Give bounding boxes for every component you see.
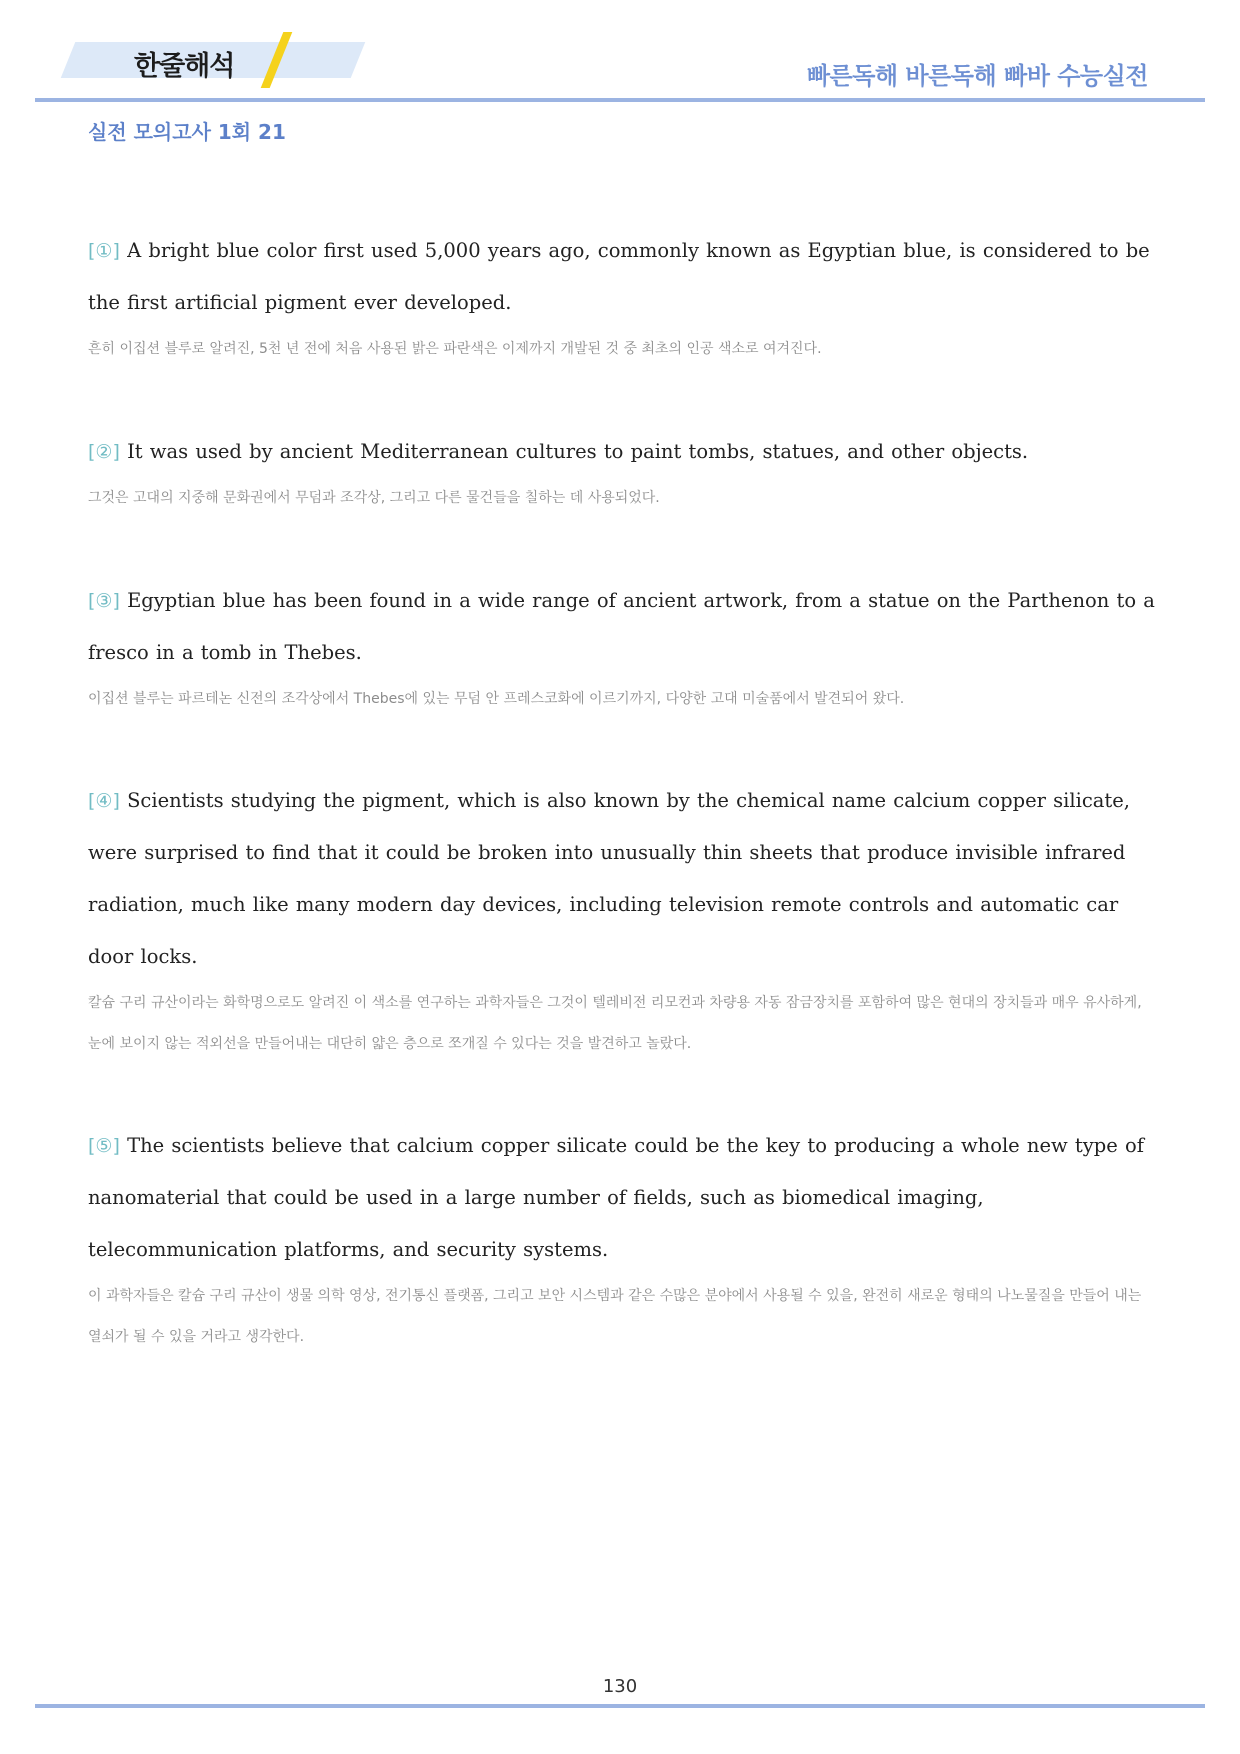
- paragraph-3: [88, 575, 1158, 720]
- sentence-number: [④]: [88, 790, 120, 812]
- paragraph-2: [88, 426, 1158, 519]
- footer-divider: [35, 1704, 1205, 1708]
- korean-translation: 흔히 이집션 블루로 알려진, 5천 년 전에 처음 사용된 밝은 파란색은 이제까지 개발된 것 중 최초의 인공 색소로 여겨진다.: [88, 341, 822, 357]
- sentence-number: [③]: [88, 590, 120, 612]
- series-title: 빠른독해 바른독해 빠바 수능실전: [806, 62, 1148, 90]
- english-sentence: [88, 1120, 1158, 1276]
- korean-translation: 이 과학자들은 칼슘 구리 규산이 생물 의학 영상, 전기통신 플랫폼, 그리고 보안 시스템과 같은 수많은 분야에서 사용될 수 있을, 완전히 새로운 형태의 나노물질을 만들어 내는 열쇠가 될 수 있을 거라고 생각한다.: [88, 1288, 1142, 1345]
- page-number: 130: [602, 1676, 638, 1697]
- section-label: 실전 모의고사 1회 21: [88, 120, 286, 144]
- paragraph-4: [88, 775, 1158, 1065]
- paragraph-5: [88, 1120, 1158, 1358]
- english-text: A bright blue color first used 5,000 years ago, commonly known as Egyptian blue, is considered to be the first artificial pigment ever developed.: [88, 239, 1150, 314]
- english-text: It was used by ancient Mediterranean cultures to paint tombs, statues, and other objects.: [127, 440, 1029, 463]
- logo-text: 한줄해석: [134, 51, 235, 82]
- sentence-number: [①]: [88, 240, 120, 262]
- paragraph-1: [88, 225, 1158, 370]
- korean-translation: 이집션 블루는 파르테논 신전의 조각상에서 Thebes에 있는 무덤 안 프레스코화에 이르기까지, 다양한 고대 미술품에서 발견되어 왔다.: [88, 691, 905, 707]
- korean-translation: 그것은 고대의 지중해 문화권에서 무덤과 조각상, 그리고 다른 물건들을 칠하는 데 사용되었다.: [88, 490, 660, 506]
- sentence-number: [②]: [88, 441, 120, 463]
- english-sentence: [88, 426, 1158, 478]
- korean-translation: 칼슘 구리 규산이라는 화학명으로도 알려진 이 색소를 연구하는 과학자들은 그것이 텔레비전 리모컨과 차량용 자동 잠금장치를 포함하여 많은 현대의 장치들과 매우 유사하게, 눈에 보이지 않는 적외선을 만들어내는 대단히 얇은 층으로 쪼개질 수 있다는 것을 발견하고 놀랐다.: [88, 995, 1142, 1052]
- english-text: Scientists studying the pigment, which is also known by the chemical name calcium copper silicate, were surprised to find that it could be broken into unusually thin sheets that produce invisible infrared radiation, much like many modern day devices, including television remote controls and automatic car door locks.: [88, 789, 1131, 968]
- passage-content: [88, 232, 1158, 1358]
- english-sentence: [88, 775, 1158, 983]
- english-text: The scientists believe that calcium copper silicate could be the key to producing a whole new type of nanomaterial that could be used in a large number of fields, such as biomedical imaging, telecommunication platforms, and security systems.: [88, 1134, 1144, 1261]
- english-text: Egyptian blue has been found in a wide range of ancient artwork, from a statue on the Parthenon to a fresco in a tomb in Thebes.: [88, 589, 1155, 664]
- english-sentence: [88, 575, 1158, 679]
- sentence-number: [⑤]: [88, 1135, 120, 1157]
- page-header: [0, 0, 1240, 110]
- header-divider: [35, 98, 1205, 102]
- english-sentence: [88, 225, 1158, 329]
